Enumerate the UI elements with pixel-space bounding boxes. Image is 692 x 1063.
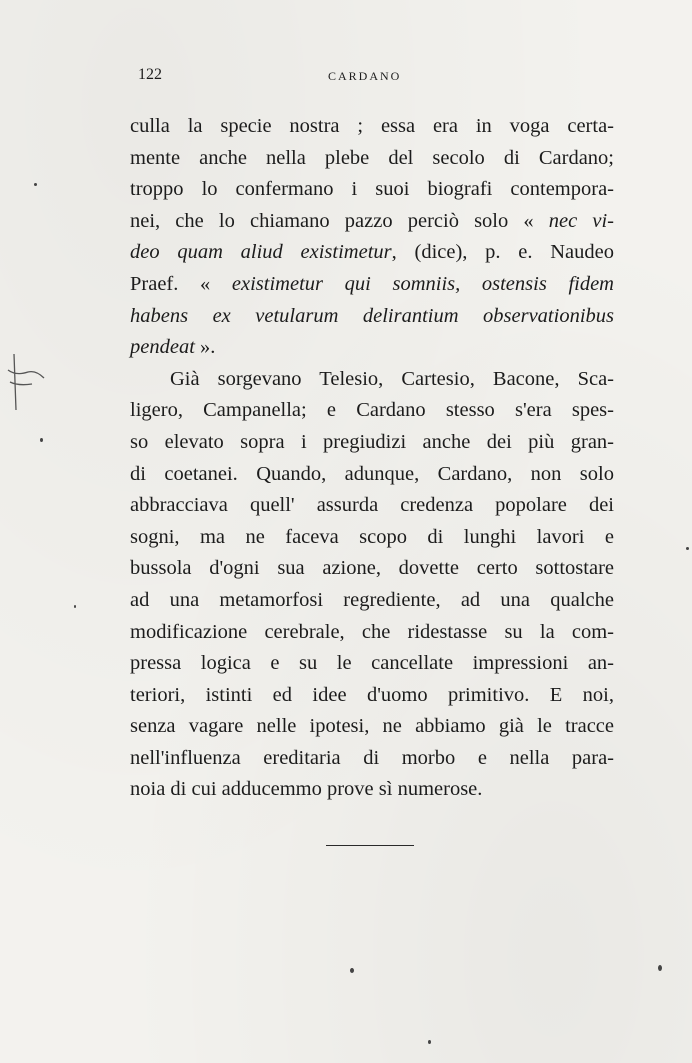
text-line (130, 617, 614, 649)
italic-segment: nec vi- (548, 209, 614, 232)
text-segment: teriori, istinti ed idee d'uomo primitivo. E noi, (130, 683, 614, 706)
text-line (130, 585, 614, 617)
text-line (130, 237, 614, 269)
paper-speck (686, 547, 689, 550)
text-line (130, 364, 614, 396)
text-line (130, 143, 614, 175)
text-line (130, 774, 614, 806)
text-segment: mente anche nella plebe del secolo di Cardano; (130, 146, 614, 169)
text-segment: Già sorgevano Telesio, Cartesio, Bacone, Sca- (170, 367, 614, 390)
text-line (130, 301, 614, 333)
text-line (130, 711, 614, 743)
italic-segment: existimetur qui somniis, ostensis fidem (231, 272, 614, 295)
text-line (130, 111, 614, 143)
paper-speck (428, 1040, 431, 1044)
italic-segment: habens ex vetularum delirantium observationibus (130, 304, 614, 327)
paper-speck (40, 438, 43, 442)
text-segment: culla la specie nostra ; essa era in voga certa- (130, 115, 614, 137)
text-line (130, 743, 614, 775)
text-segment: nell'influenza ereditaria di morbo e nella para- (130, 746, 614, 769)
text-segment: pressa logica e su le cancellate impressioni an- (130, 652, 614, 675)
text-segment: , (dice), p. e. Naudeo (391, 241, 614, 264)
text-segment: di coetanei. Quando, adunque, Cardano, non solo (130, 462, 614, 485)
text-segment: senza vagare nelle ipotesi, ne abbiamo già le tracce (130, 715, 614, 738)
running-title: CARDANO (328, 69, 402, 83)
text-segment: sogni, ma ne faceva scopo di lunghi lavori e (130, 525, 614, 548)
text-line (130, 395, 614, 427)
text-segment: ligero, Campanella; e Cardano stesso s'era spes- (130, 399, 614, 422)
text-line (130, 490, 614, 522)
text-segment: so elevato sopra i pregiudizi anche dei più gran- (130, 430, 614, 453)
italic-segment: deo quam aliud existimetur (130, 241, 392, 264)
page-number: 122 (138, 66, 162, 83)
italic-segment: pendeat (130, 336, 195, 359)
text-line (130, 680, 614, 712)
margin-annotation-mark (2, 352, 46, 412)
text-segment: modificazione cerebrale, che ridestasse su la com- (130, 620, 614, 643)
paper-speck (74, 605, 76, 608)
text-segment: troppo lo confermano i suoi biografi contempora- (130, 178, 614, 201)
body-text (130, 111, 614, 806)
text-line (130, 553, 614, 585)
text-line (130, 269, 614, 301)
text-segment: ad una metamorfosi regrediente, ad una qualche (130, 588, 614, 611)
text-line (130, 332, 614, 364)
text-line (130, 459, 614, 491)
text-line (130, 522, 614, 554)
text-segment: noia di cui adducemmo prove sì numerose. (130, 778, 483, 801)
paper-speck (350, 968, 354, 973)
paper-speck (34, 183, 37, 186)
text-line (130, 174, 614, 206)
text-segment: abbracciava quell' assurda credenza popolare dei (130, 494, 614, 517)
text-segment: nei, che lo chiamano pazzo perciò solo « (130, 209, 549, 232)
running-head (138, 66, 618, 86)
text-segment: ». (194, 336, 216, 359)
section-end-rule (326, 845, 414, 846)
text-segment: Praef. « (130, 272, 232, 295)
text-segment: bussola d'ogni sua azione, dovette certo sottostare (130, 557, 614, 580)
text-line (130, 427, 614, 459)
text-line (130, 648, 614, 680)
text-line (130, 206, 614, 238)
paper-speck (658, 965, 662, 971)
